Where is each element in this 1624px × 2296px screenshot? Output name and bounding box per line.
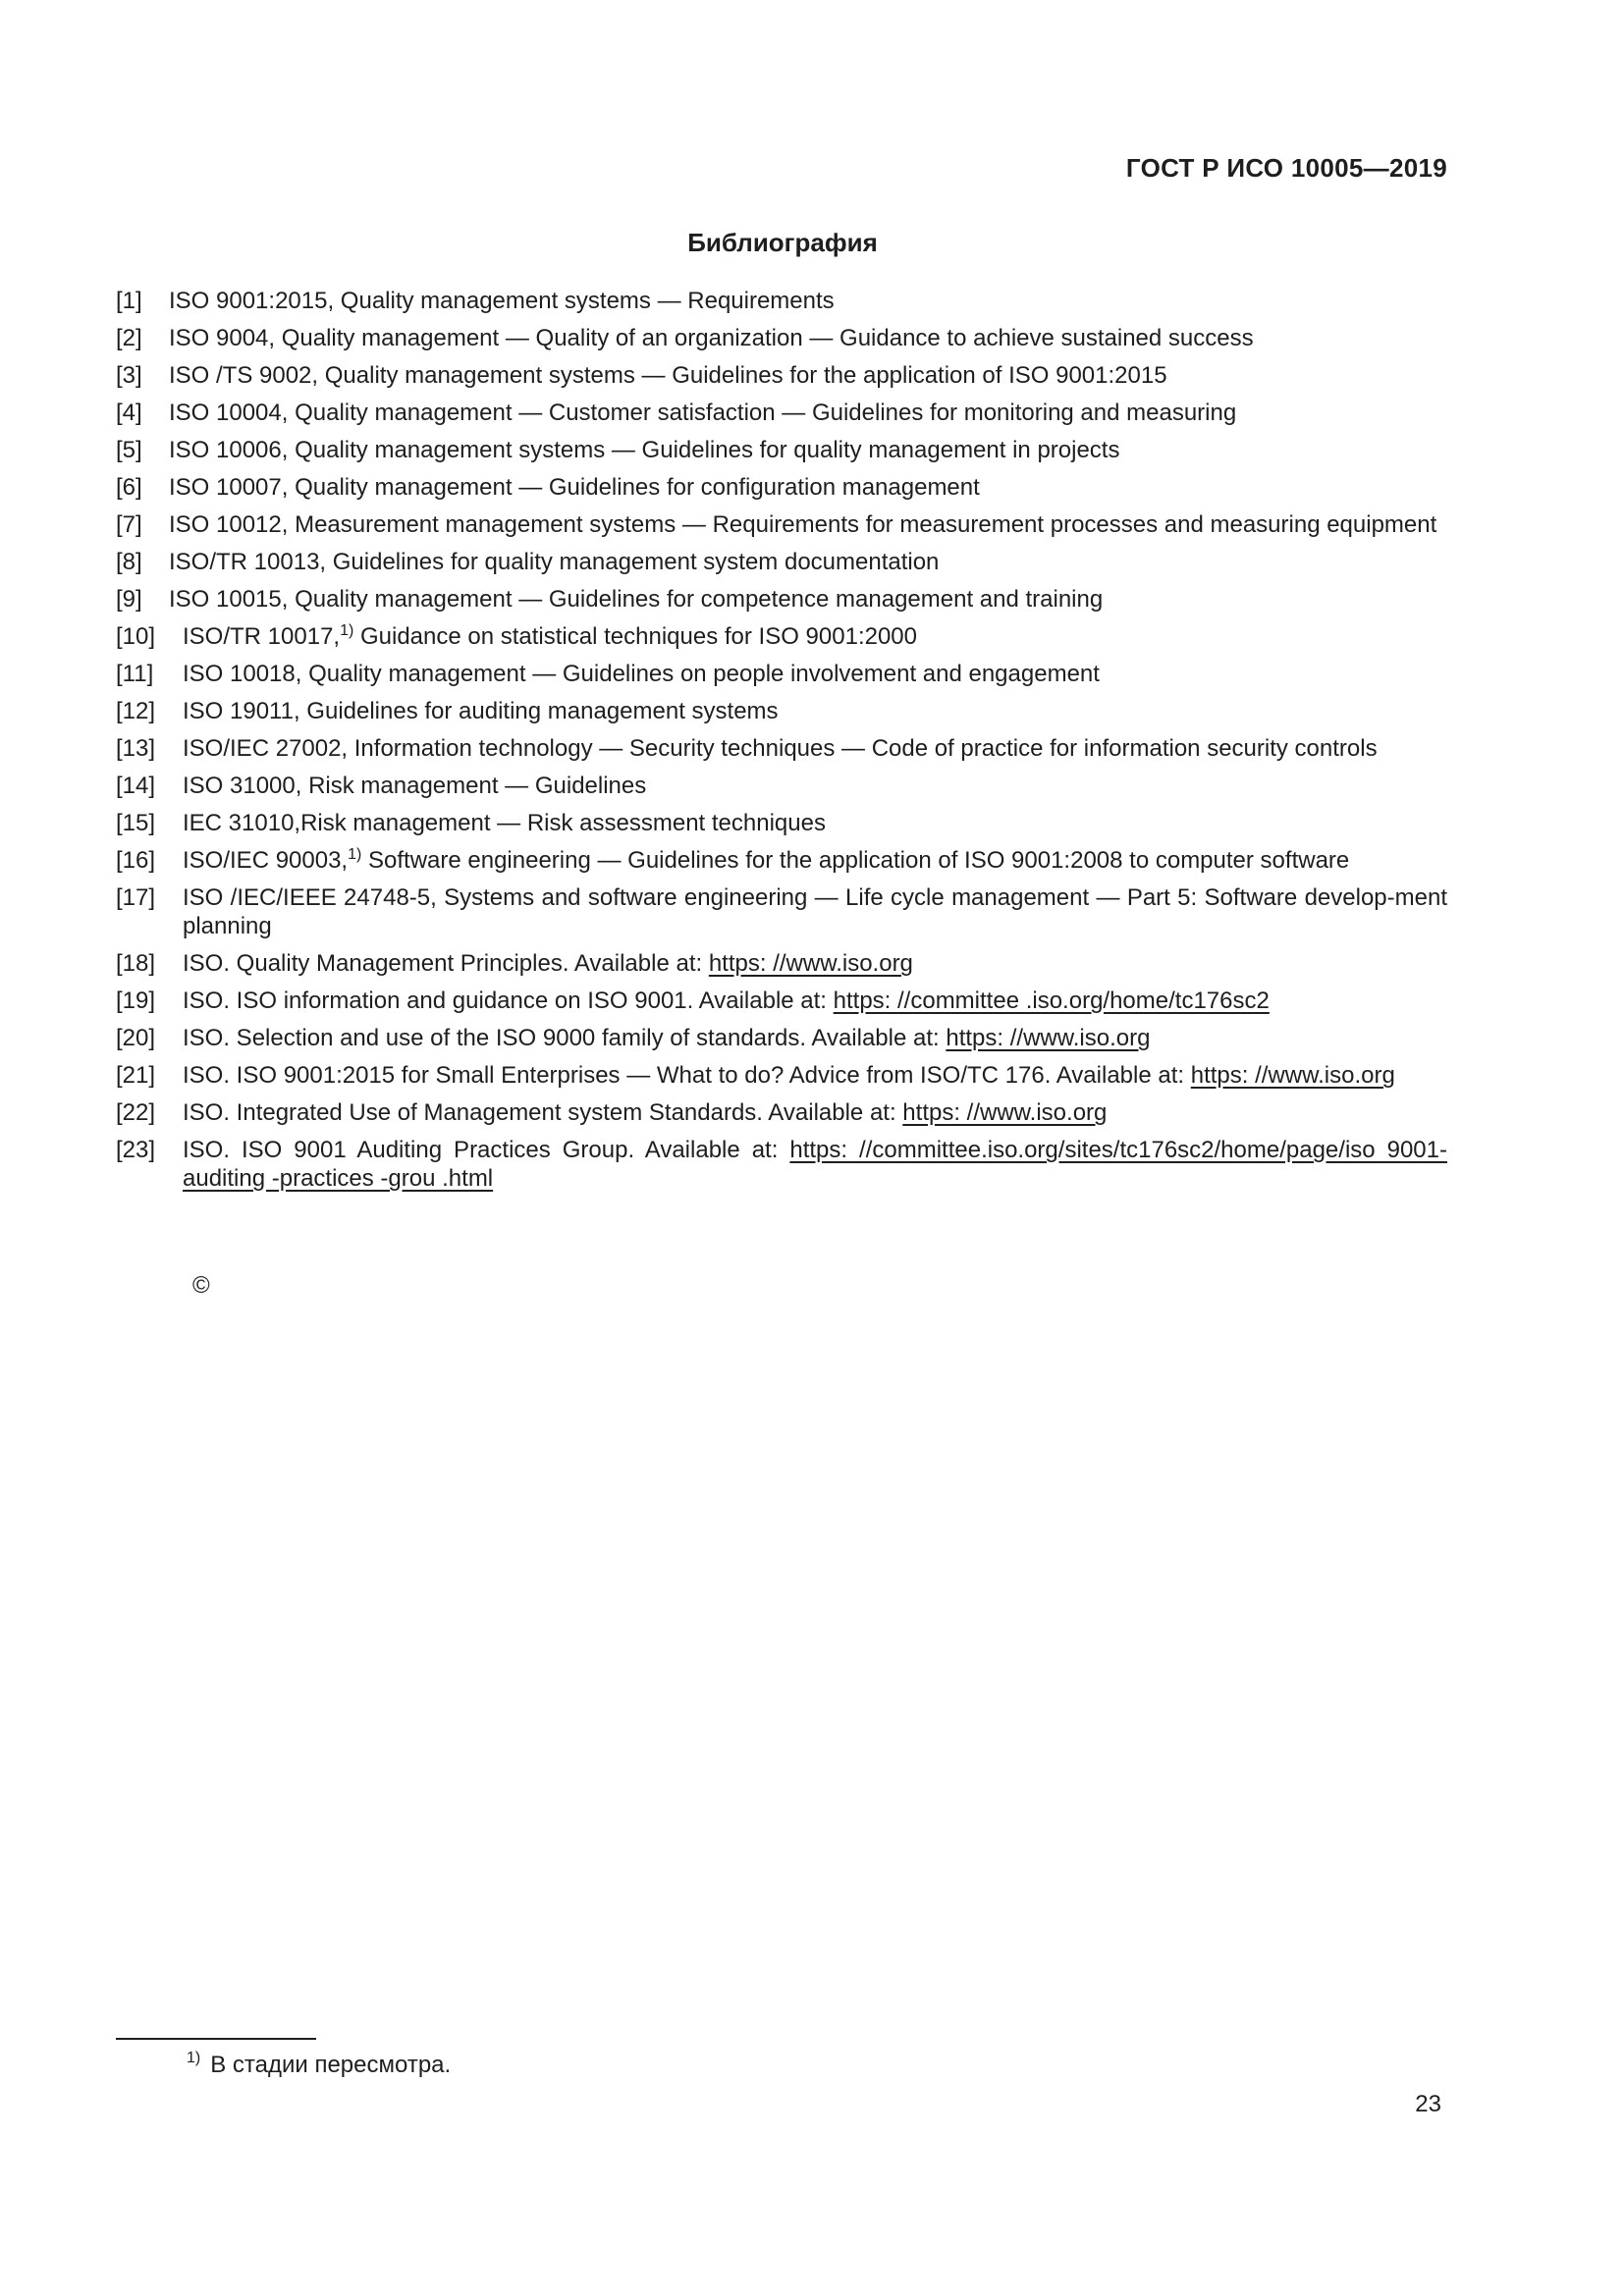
bibliography-entry bbox=[116, 548, 1447, 576]
footnote-marker: 1) bbox=[187, 2050, 201, 2066]
entry-title: ISO. Integrated Use of Management system Standards. Available at: bbox=[183, 1099, 903, 1126]
entry-link[interactable]: https: //committee .iso.org/home/tc176sc2 bbox=[833, 988, 1270, 1014]
entry-title: ISO/TR 10013, Guidelines for quality management system documentation bbox=[169, 549, 940, 575]
entry-title: ISO 10007, Quality management — Guidelines for configuration management bbox=[169, 474, 980, 501]
bibliography-entry bbox=[116, 987, 1447, 1015]
entry-title: ISO 10015, Quality management — Guidelines for competence management and training bbox=[169, 586, 1104, 613]
entry-number: [23] bbox=[116, 1137, 156, 1163]
bibliography-entry bbox=[116, 585, 1447, 614]
entry-number: [20] bbox=[116, 1025, 156, 1051]
document-code: ГОСТ Р ИСО 10005—2019 bbox=[1125, 153, 1447, 183]
footnote-text: В стадии пересмотра. bbox=[210, 2052, 452, 2078]
entry-link[interactable]: https: //www.iso.org bbox=[708, 950, 913, 977]
entry-number: [12] bbox=[116, 698, 156, 724]
entry-text bbox=[169, 324, 1447, 352]
entry-title: ISO 10006, Quality management systems — Guidelines for quality management in projects bbox=[169, 437, 1120, 463]
entry-text bbox=[183, 883, 1447, 940]
footnote bbox=[187, 2052, 451, 2079]
entry-text bbox=[169, 548, 1447, 576]
entry-link[interactable]: https: //www.iso.org bbox=[1190, 1062, 1395, 1089]
bibliography-entry bbox=[116, 846, 1447, 875]
entry-text bbox=[183, 772, 1447, 800]
entry-number: [17] bbox=[116, 884, 156, 911]
bibliography-entry bbox=[116, 772, 1447, 800]
footnote-ref: 1) bbox=[340, 622, 354, 639]
entry-number: [16] bbox=[116, 847, 156, 874]
entry-number: [7] bbox=[116, 511, 142, 538]
entry-title: ISO 9004, Quality management — Quality of an organization — Guidance to achieve sustained success bbox=[169, 325, 1254, 351]
bibliography-entry bbox=[116, 510, 1447, 539]
bibliography-entry bbox=[116, 734, 1447, 763]
entry-title: ISO. ISO 9001:2015 for Small Enterprises — What to do? Advice from ISO/TC 176. Available at: bbox=[183, 1062, 1191, 1089]
entry-number: [13] bbox=[116, 735, 156, 762]
entry-title: ISO/IEC 27002, Information technology — Security techniques — Code of practice for information security controls bbox=[183, 735, 1378, 762]
entry-number: [3] bbox=[116, 362, 142, 389]
entry-title: ISO /TS 9002, Quality management systems — Guidelines for the application of ISO 9001:2015 bbox=[169, 362, 1167, 389]
entry-number: [10] bbox=[116, 623, 156, 650]
entry-text bbox=[183, 987, 1447, 1015]
bibliography-entry bbox=[116, 287, 1447, 315]
bibliography-entry bbox=[116, 809, 1447, 837]
bibliography-entry bbox=[116, 883, 1447, 940]
entry-text bbox=[183, 734, 1447, 763]
bibliography-entry bbox=[116, 436, 1447, 464]
entry-number: [9] bbox=[116, 586, 142, 613]
bibliography-entry bbox=[116, 1061, 1447, 1090]
entry-number: [5] bbox=[116, 437, 142, 463]
entry-link[interactable]: https: //www.iso.org bbox=[946, 1025, 1151, 1051]
bibliography-entry bbox=[116, 1136, 1447, 1193]
entry-text bbox=[169, 510, 1447, 539]
entry-title: ISO 10012, Measurement management systems — Requirements for measurement processes and measuring equipment bbox=[169, 511, 1437, 538]
entry-title: ISO. Selection and use of the ISO 9000 family of standards. Available at: bbox=[183, 1025, 947, 1051]
page-number: 23 bbox=[1415, 2091, 1441, 2117]
entry-number: [6] bbox=[116, 474, 142, 501]
entry-text bbox=[183, 846, 1447, 875]
bibliography-list bbox=[116, 287, 1447, 1201]
entry-text bbox=[169, 361, 1447, 390]
entry-text bbox=[183, 1061, 1447, 1090]
bibliography-entry bbox=[116, 399, 1447, 427]
bibliography-entry bbox=[116, 324, 1447, 352]
entry-text bbox=[183, 697, 1447, 725]
entry-text bbox=[183, 660, 1447, 688]
bibliography-entry bbox=[116, 1098, 1447, 1127]
entry-link[interactable]: https: //www.iso.org bbox=[902, 1099, 1108, 1126]
bibliography-entry bbox=[116, 622, 1447, 651]
entry-text bbox=[183, 622, 1447, 651]
entry-title: ISO. Quality Management Principles. Available at: bbox=[183, 950, 709, 977]
entry-text bbox=[183, 1098, 1447, 1127]
entry-text bbox=[169, 287, 1447, 315]
entry-link[interactable]: https: //committee.iso.org/sites/tc176sc2/home/page/iso 9001-auditing -practices -grou .html bbox=[183, 1137, 1447, 1192]
footnote-ref: 1) bbox=[348, 846, 362, 863]
entry-text bbox=[169, 436, 1447, 464]
bibliography-entry bbox=[116, 949, 1447, 978]
entry-text-before: ISO/TR 10017, bbox=[183, 623, 341, 650]
entry-text bbox=[169, 399, 1447, 427]
entry-number: [19] bbox=[116, 988, 156, 1014]
bibliography-entry bbox=[116, 660, 1447, 688]
entry-title: IEC 31010,Risk management — Risk assessment techniques bbox=[183, 810, 826, 836]
entry-text bbox=[169, 473, 1447, 502]
entry-text bbox=[183, 1024, 1447, 1052]
entry-title: ISO 10004, Quality management — Customer satisfaction — Guidelines for monitoring and measuring bbox=[169, 400, 1237, 426]
entry-text bbox=[183, 1136, 1447, 1193]
entry-text-before: ISO/IEC 90003, bbox=[183, 847, 349, 874]
entry-text bbox=[183, 809, 1447, 837]
entry-title: ISO /IEC/IEEE 24748-5, Systems and software engineering — Life cycle management — Part 5: Software develop-ment planning bbox=[183, 884, 1447, 939]
entry-number: [2] bbox=[116, 325, 142, 351]
entry-number: [18] bbox=[116, 950, 156, 977]
entry-number: [21] bbox=[116, 1062, 156, 1089]
entry-text-after: Guidance on statistical techniques for ISO 9001:2000 bbox=[353, 623, 918, 650]
entry-text bbox=[183, 949, 1447, 978]
entry-title: ISO. ISO 9001 Auditing Practices Group. Available at: bbox=[183, 1137, 790, 1163]
entry-number: [14] bbox=[116, 773, 156, 799]
entry-number: [1] bbox=[116, 288, 142, 314]
entry-text-after: Software engineering — Guidelines for the application of ISO 9001:2008 to computer software bbox=[361, 847, 1350, 874]
entry-text bbox=[169, 585, 1447, 614]
entry-number: [22] bbox=[116, 1099, 156, 1126]
bibliography-entry bbox=[116, 1024, 1447, 1052]
bibliography-entry bbox=[116, 361, 1447, 390]
bibliography-heading: Библиография bbox=[687, 228, 878, 257]
copyright-mark: © bbox=[192, 1272, 210, 1299]
entry-number: [8] bbox=[116, 549, 142, 575]
entry-title: ISO 19011, Guidelines for auditing management systems bbox=[183, 698, 779, 724]
entry-number: [4] bbox=[116, 400, 142, 426]
entry-title: ISO 9001:2015, Quality management systems — Requirements bbox=[169, 288, 835, 314]
entry-title: ISO 31000, Risk management — Guidelines bbox=[183, 773, 647, 799]
entry-title: ISO. ISO information and guidance on ISO 9001. Available at: bbox=[183, 988, 834, 1014]
footnote-rule bbox=[116, 2038, 316, 2040]
entry-title: ISO 10018, Quality management — Guidelines on people involvement and engagement bbox=[183, 661, 1100, 687]
entry-number: [11] bbox=[116, 661, 154, 687]
bibliography-entry bbox=[116, 697, 1447, 725]
entry-number: [15] bbox=[116, 810, 156, 836]
bibliography-entry bbox=[116, 473, 1447, 502]
